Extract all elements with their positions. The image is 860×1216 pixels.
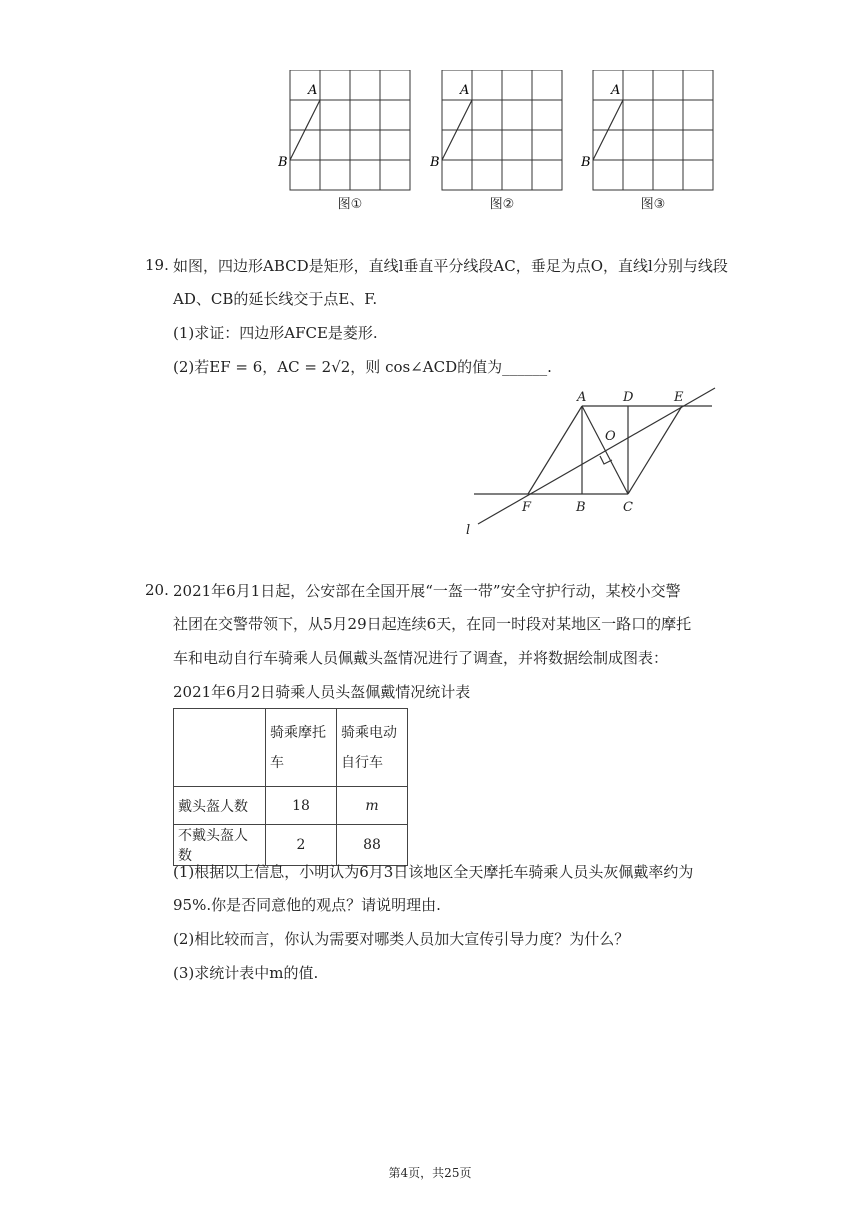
q20-part1-line1: (1)根据以上信息，小明认为6月3日该地区全天摩托车骑乘人员头灰佩戴率约为 bbox=[173, 863, 694, 881]
q20-part3: (3)求统计表中m的值. bbox=[173, 964, 319, 982]
point-a-label: A bbox=[308, 83, 318, 98]
point-a-label: A bbox=[611, 83, 621, 98]
table-row bbox=[174, 825, 408, 866]
row-label: 不戴头盔人数 bbox=[174, 825, 266, 866]
table-corner-cell bbox=[174, 709, 266, 787]
q20-table-title: 2021年6月2日骑乘人员头盔佩戴情况统计表 bbox=[173, 683, 471, 701]
cell-ebike: 88 bbox=[337, 825, 408, 866]
q20-stem-line3: 车和电动自行车骑乘人员佩戴头盔情况进行了调查，并将数据绘制成图表： bbox=[173, 649, 669, 667]
label-E: E bbox=[674, 390, 684, 405]
cell-ebike: m bbox=[337, 787, 408, 825]
label-l: l bbox=[466, 523, 471, 538]
label-B: B bbox=[576, 500, 586, 515]
cell-moto: 2 bbox=[266, 825, 337, 866]
label-A: A bbox=[577, 390, 587, 405]
label-C: C bbox=[623, 500, 633, 515]
q19-part2: (2)若EF = 6，AC = 2√2，则 cos∠ACD的值为______. bbox=[173, 358, 552, 376]
table-header-ebike: 骑乘电动 自行车 bbox=[337, 709, 408, 787]
q19-geometry-diagram bbox=[460, 384, 720, 540]
q19-part1: (1)求证：四边形AFCE是菱形. bbox=[173, 324, 378, 342]
helmet-stats-table bbox=[173, 708, 408, 866]
label-D: D bbox=[623, 390, 634, 405]
q20-stem-line2: 社团在交警带领下，从5月29日起连续6天，在同一时段对某地区一路口的摩托 bbox=[173, 615, 692, 633]
table-header-motorcycle: 骑乘摩托 车 bbox=[266, 709, 337, 787]
point-b-label: B bbox=[430, 155, 440, 170]
q19-stem-line1: 如图，四边形ABCD是矩形，直线l垂直平分线段AC，垂足为点O，直线l分别与线段 bbox=[173, 257, 728, 275]
row-label: 戴头盔人数 bbox=[174, 787, 266, 825]
point-b-label: B bbox=[581, 155, 591, 170]
label-O: O bbox=[605, 429, 616, 444]
q20-part1-line2: 95%.你是否同意他的观点？请说明理由. bbox=[173, 896, 441, 914]
label-F: F bbox=[522, 500, 532, 515]
page-footer: 第4页，共25页 bbox=[388, 1166, 472, 1180]
figure-caption: 图② bbox=[489, 197, 515, 212]
table-row bbox=[174, 787, 408, 825]
q19-stem-line2: AD、CB的延长线交于点E、F. bbox=[173, 290, 378, 308]
q20-part2: (2)相比较而言，你认为需要对哪类人员加大宣传引导力度？为什么？ bbox=[173, 930, 630, 948]
cell-moto: 18 bbox=[266, 787, 337, 825]
q20-stem-line1: 2021年6月1日起，公安部在全国开展“一盔一带”安全守护行动，某校小交警 bbox=[173, 582, 681, 600]
question-20-number: 20. bbox=[145, 581, 169, 599]
point-a-label: A bbox=[460, 83, 470, 98]
figure-caption: 图① bbox=[337, 197, 363, 212]
figure-caption: 图③ bbox=[640, 197, 666, 212]
question-19-number: 19. bbox=[145, 256, 169, 274]
point-b-label: B bbox=[278, 155, 288, 170]
